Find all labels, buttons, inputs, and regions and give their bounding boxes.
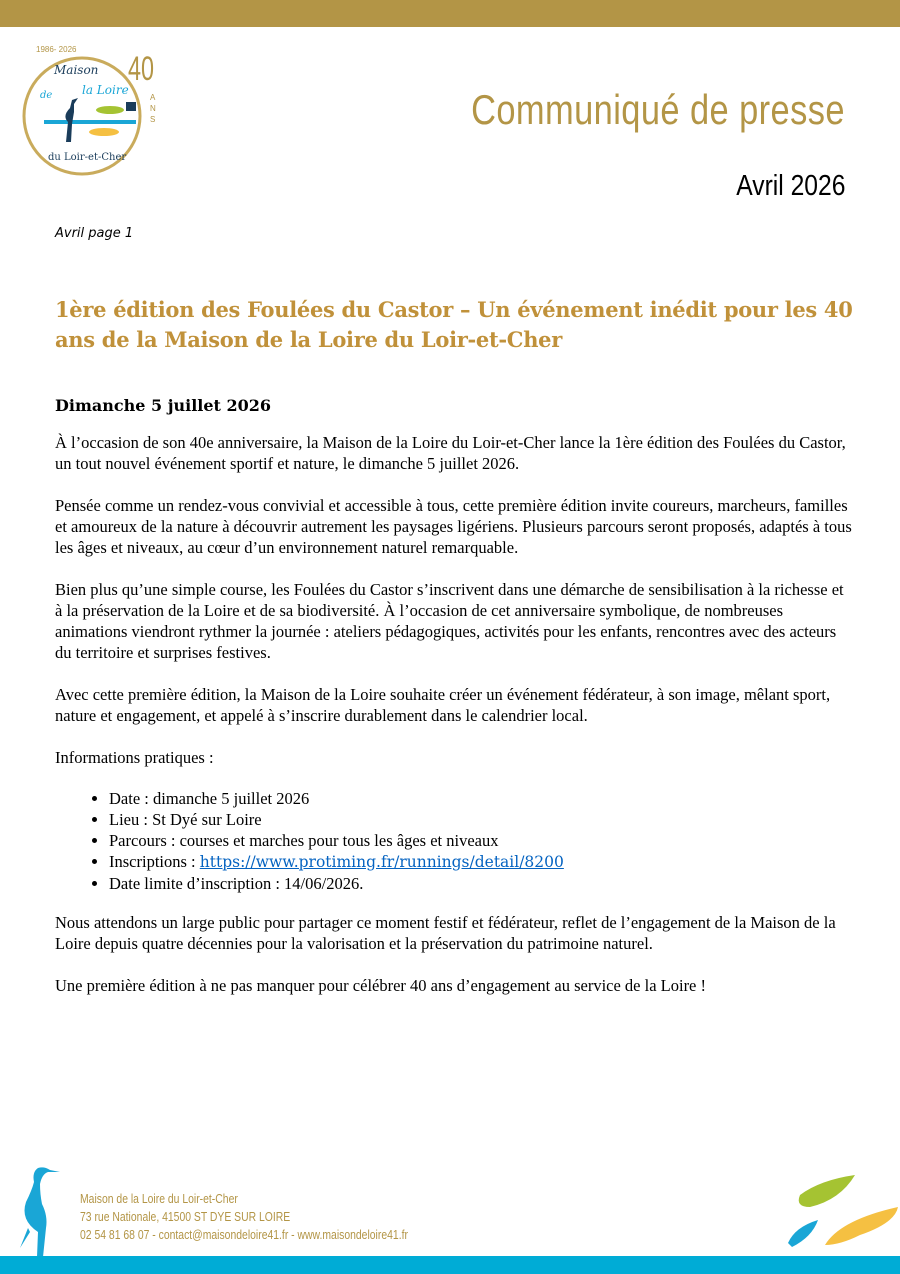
list-item: • Date : dimanche 5 juillet 2026 [109,788,855,809]
registration-link[interactable]: https://www.protiming.fr/runnings/detail/8200 [199,853,564,871]
svg-text:N: N [150,104,156,113]
maison-de-la-loire-40-ans-logo [14,36,164,178]
svg-text:la Loire: la Loire [82,83,129,97]
document-date: Avril 2026 [735,170,845,202]
footer-contact-line: 02 54 81 68 07 - contact@maisondeloire41.fr - www.maisondeloire41.fr [80,1227,408,1242]
press-release-title: 1ère édition des Foulées du Castor – Un événement inédit pour les 40 ans de la Maison de la Loire du Loir-et-Cher [55,297,853,352]
event-date-subheading: Dimanche 5 juillet 2026 [55,396,272,415]
list-item: • Date limite d’inscription : 14/06/2026. [109,873,855,894]
svg-text:S: S [150,115,156,124]
page-label: Avril page 1 [55,226,134,241]
paragraph: Nous attendons un large public pour partager ce moment festif et fédérateur, reflet de l’engagement de la Maison de la Loire depuis quatre décennies pour la valorisation et la préservation du patrimoine naturel. [55,913,836,953]
paragraph: Pensée comme un rendez-vous convivial et accessible à tous, cette première édition invite coureurs, marcheurs, familles et amoureux de la nature à découvrir autrement les paysages ligériens. Plusieurs parcours seront proposés, adaptés à tous les âges et niveaux, au cœur d’un environnement naturel remarquable. [55,496,852,557]
svg-text:A: A [150,93,156,102]
footer-contact [80,1190,408,1244]
bottom-cyan-bar [0,1256,900,1274]
svg-text:du Loir-et-Cher: du Loir-et-Cher [48,152,127,163]
heron-icon [12,1162,72,1257]
practical-info-list [55,788,855,894]
svg-text:Maison: Maison [54,63,99,77]
brush-strokes-decoration [780,1175,900,1255]
paragraph: Une première édition à ne pas manquer pour célébrer 40 ans d’engagement au service de la Loire ! [55,976,707,995]
svg-text:1986- 2026: 1986- 2026 [36,45,77,54]
press-release-content [55,295,855,1017]
document-type-heading: Communiqué de presse [471,86,845,133]
press-release-body [55,395,855,996]
footer-address: 73 rue Nationale, 41500 ST DYE SUR LOIRE [80,1209,291,1224]
list-item: • Parcours : courses et marches pour tous les âges et niveaux [109,830,855,851]
top-gold-bar [0,0,900,27]
list-item [109,851,855,873]
footer-org-name: Maison de la Loire du Loir-et-Cher [80,1191,238,1206]
list-item-label: Inscriptions : [109,852,200,871]
list-item: • Lieu : St Dyé sur Loire [109,809,855,830]
svg-text:40: 40 [128,50,154,88]
svg-text:de: de [40,90,53,101]
paragraph: À l’occasion de son 40e anniversaire, la Maison de la Loire du Loir-et-Cher lance la 1ère édition des Foulées du Castor, un tout nouvel événement sportif et nature, le dimanche 5 juillet 2026. [55,433,846,473]
info-heading: Informations pratiques : [55,748,214,767]
paragraph: Bien plus qu’une simple course, les Foulées du Castor s’inscrivent dans une démarche de sensibilisation à la richesse et à la préservation de la Loire et de sa biodiversité. À l’occasion de cet anniversaire symbolique, de nombreuses animations viendront rythmer la journée : ateliers pédagogiques, activités pour les enfants, rencontres avec des acteurs du territoire et surprises festives. [55,580,844,662]
paragraph: Avec cette première édition, la Maison de la Loire souhaite créer un événement fédérateur, à son image, mêlant sport, nature et engagement, et appelé à s’inscrire durablement dans le calendrier local. [55,685,831,725]
